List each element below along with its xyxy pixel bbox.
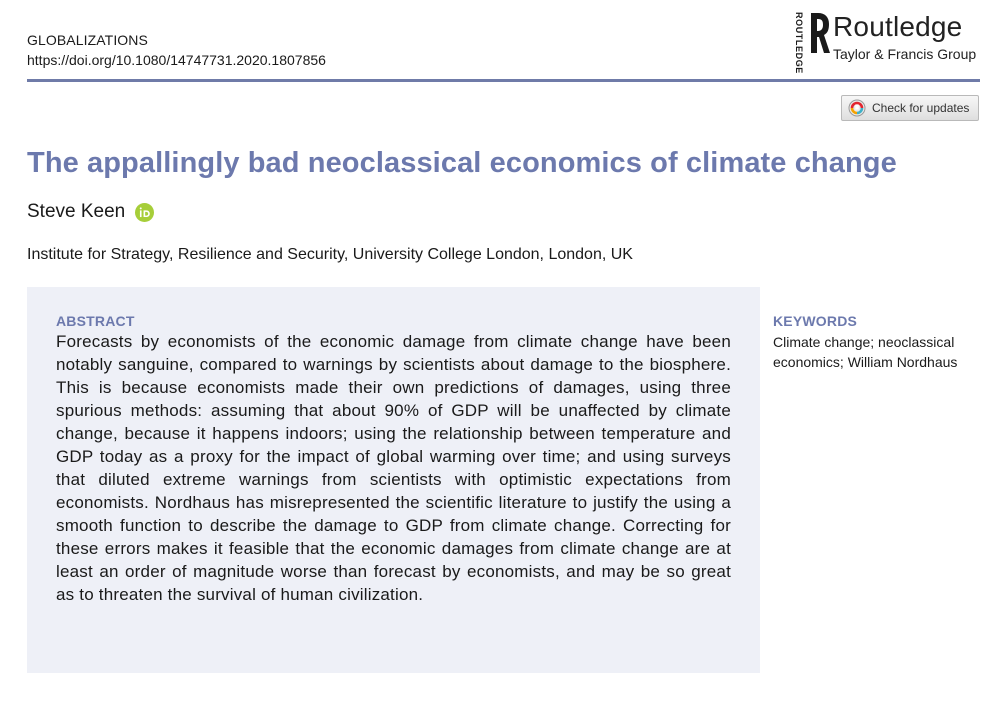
check-for-updates-label: Check for updates bbox=[872, 101, 970, 115]
crossmark-icon bbox=[848, 99, 866, 117]
author-affiliation: Institute for Strategy, Resilience and Security, University College London, London, UK bbox=[27, 246, 633, 263]
orcid-icon[interactable] bbox=[135, 203, 154, 222]
author-line bbox=[27, 199, 154, 225]
article-title: The appallingly bad neoclassical economics of climate change bbox=[27, 147, 897, 179]
author-name[interactable]: Steve Keen bbox=[27, 201, 126, 222]
keywords-heading: KEYWORDS bbox=[773, 313, 858, 329]
doi-link[interactable]: https://doi.org/10.1080/14747731.2020.1807856 bbox=[27, 52, 326, 68]
publisher-vertical-mark: ROUTLEDGE bbox=[794, 12, 804, 74]
abstract-heading: ABSTRACT bbox=[56, 313, 135, 329]
keywords-panel bbox=[773, 312, 988, 372]
publisher-group: Taylor & Francis Group bbox=[833, 46, 977, 62]
header-divider bbox=[27, 79, 980, 82]
journal-name: GLOBALIZATIONS bbox=[27, 32, 148, 48]
publisher-name: Routledge bbox=[833, 11, 963, 42]
publisher-logo bbox=[782, 8, 982, 74]
keywords-text: Climate change; neoclassical economics; William Nordhaus bbox=[773, 334, 958, 370]
check-for-updates-button[interactable] bbox=[841, 95, 979, 121]
routledge-r-icon bbox=[808, 11, 830, 55]
abstract-text: Forecasts by economists of the economic damage from climate change have been notably sanguine, compared to warnings by scientists about damage to the biosphere. This is because economists made their own predictions of damages, using three spurious methods: assuming that about 90% of GDP will be unaffected by climate change, because it happens indoors; using the relationship between temperature and GDP today as a proxy for the impact of global warming over time; and using surveys that diluted extreme warnings from scientists with optimistic expectations from economists. Nordhaus has misrepresented the scientific literature to justify the using a smooth function to describe the damage to GDP from climate change. Correcting for these errors makes it feasible that the economic damages from climate change are at least an order of magnitude worse than forecast by economists, and may be so great as to threaten the survival of human civilization. bbox=[56, 332, 731, 604]
abstract-panel bbox=[27, 287, 760, 673]
